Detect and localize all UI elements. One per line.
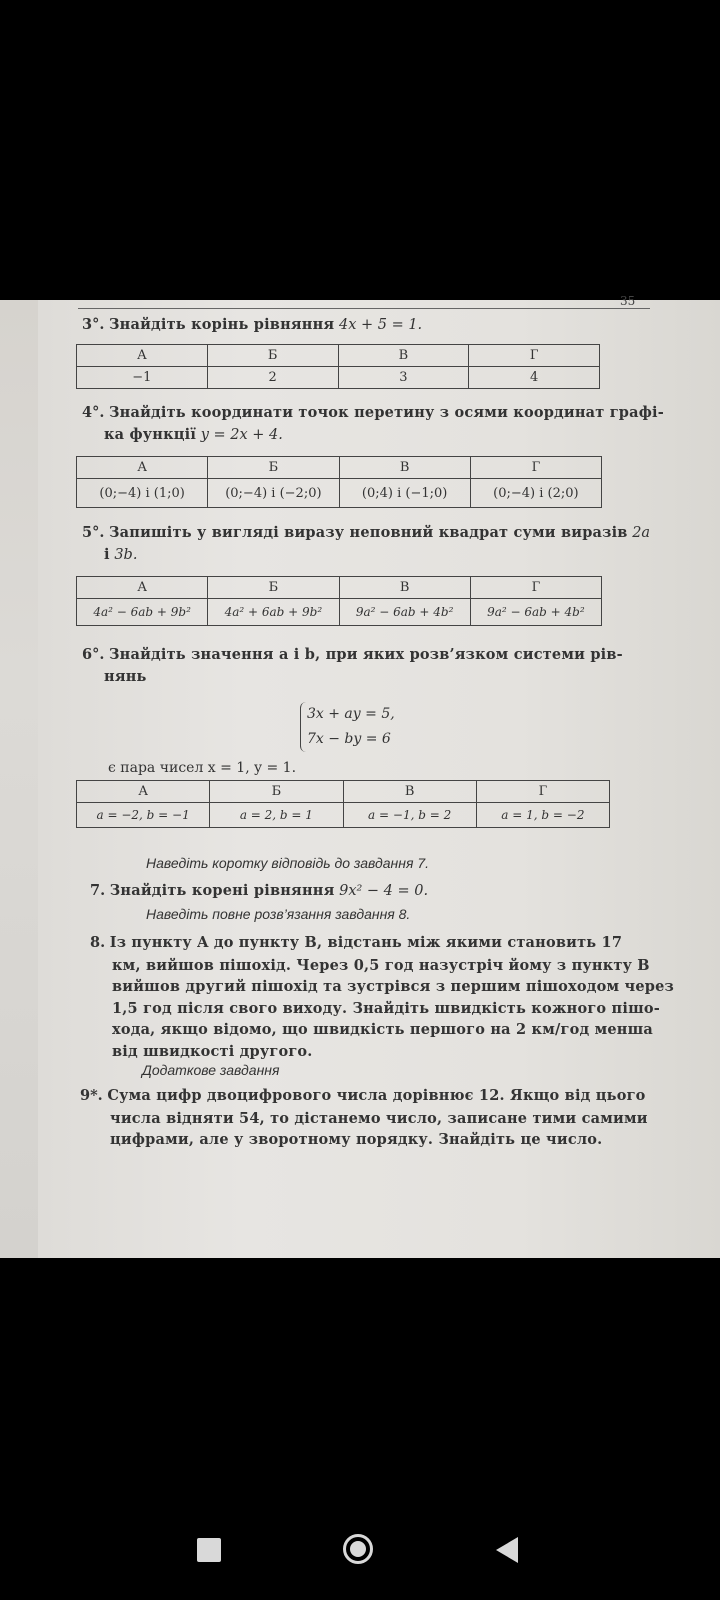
question-text: вийшов другий пішохід та зустрівся з першим пішоходом через xyxy=(112,978,675,995)
question-text: км, вийшов пішохід. Через 0,5 год назустріч йому з пункту B xyxy=(112,956,650,974)
table-header: А xyxy=(77,345,208,367)
question-text: Знайдіть корінь рівняння xyxy=(109,316,335,333)
answer-option: a = −1, b = 2 xyxy=(343,803,476,828)
question-text: нянь xyxy=(104,668,147,685)
table-header: Г xyxy=(476,781,609,803)
back-icon[interactable] xyxy=(496,1537,518,1563)
question-number: 6°. xyxy=(82,646,105,663)
table-header: А xyxy=(77,781,210,803)
answer-option: (0;−4) і (1;0) xyxy=(77,479,208,508)
question-text: Із пункту A до пункту B, відстань між якими становить 17 xyxy=(109,934,623,951)
question-5 xyxy=(82,522,650,566)
question-6 xyxy=(82,644,623,688)
question-4 xyxy=(82,402,664,446)
answer-table-q5 xyxy=(76,576,602,626)
equation: 7x − by = 6 xyxy=(307,731,391,747)
question-text: Знайдіть корені рівняння xyxy=(109,882,335,899)
expression: 2a xyxy=(632,525,651,541)
answer-option: 9a² − 6ab + 4b² xyxy=(339,599,470,626)
answer-option: 4a² + 6ab + 9b² xyxy=(208,599,339,626)
answer-table-q3 xyxy=(76,344,600,389)
answer-option: 2 xyxy=(207,367,338,389)
answer-option: 4a² − 6ab + 9b² xyxy=(77,599,208,626)
question-6-condition: є пара чисел x = 1, y = 1. xyxy=(108,760,297,776)
question-text: Знайдіть координати точок перетину з осями координат графі- xyxy=(109,404,664,421)
table-header: В xyxy=(339,457,470,479)
question-7 xyxy=(90,880,428,902)
table-header: Б xyxy=(207,345,338,367)
question-text: і xyxy=(104,546,110,563)
answer-table-q4 xyxy=(76,456,602,508)
question-text: Знайдіть значення a і b, при яких розв’язком системи рів- xyxy=(109,646,623,663)
question-text: Сума цифр двоцифрового числа дорівнює 12. Якщо від цього xyxy=(107,1087,646,1104)
home-icon[interactable] xyxy=(343,1534,373,1564)
table-header: Б xyxy=(210,781,343,803)
question-number: 7. xyxy=(90,882,106,899)
table-header: Г xyxy=(470,457,601,479)
answer-option: (0;4) і (−1;0) xyxy=(339,479,470,508)
question-text: числа відняти 54, то дістанемо число, записане тими самими xyxy=(110,1109,648,1127)
question-number: 3°. xyxy=(82,316,105,333)
equation: 3x + ay = 5, xyxy=(307,706,395,722)
photo-area xyxy=(0,294,720,1258)
table-header: А xyxy=(77,577,208,599)
table-header: А xyxy=(77,457,208,479)
answer-option: 4 xyxy=(469,367,600,389)
answer-option: −1 xyxy=(77,367,208,389)
page-number: 35 xyxy=(620,294,636,308)
instruction-note: Наведіть коротку відповідь до завдання 7. xyxy=(146,855,430,871)
top-rule xyxy=(78,308,650,309)
expression: 3b. xyxy=(114,547,138,563)
question-text: ка функції xyxy=(104,426,197,443)
question-3 xyxy=(82,314,422,336)
instruction-note: Наведіть повне розв’язання завдання 8. xyxy=(146,906,411,922)
question-number: 8. xyxy=(90,934,106,951)
answer-option: 3 xyxy=(338,367,469,389)
answer-option: (0;−4) і (2;0) xyxy=(470,479,601,508)
answer-table-q6 xyxy=(76,780,610,828)
equation-system xyxy=(300,702,395,752)
textbook-page xyxy=(38,294,720,1258)
recents-icon[interactable] xyxy=(197,1538,221,1562)
navigation-bar xyxy=(0,1500,720,1600)
table-header: В xyxy=(343,781,476,803)
equation: y = 2x + 4. xyxy=(200,427,283,443)
question-text: хода, якщо відомо, що швидкість першого на 2 км/год менша xyxy=(112,1021,653,1038)
answer-option: a = −2, b = −1 xyxy=(77,803,210,828)
question-number: 4°. xyxy=(82,404,105,421)
question-8 xyxy=(90,932,674,1062)
question-number: 9*. xyxy=(80,1087,103,1104)
question-text: від швидкості другого. xyxy=(112,1042,313,1060)
question-text: цифрами, але у зворотному порядку. Знайдіть це число. xyxy=(110,1131,603,1148)
table-header: Г xyxy=(470,577,601,599)
question-number: 5°. xyxy=(82,524,105,541)
table-header: Б xyxy=(208,457,339,479)
table-header: Г xyxy=(469,345,600,367)
answer-option: a = 2, b = 1 xyxy=(210,803,343,828)
instruction-note: Додаткове завдання xyxy=(142,1062,280,1078)
table-header: В xyxy=(338,345,469,367)
answer-option: (0;−4) і (−2;0) xyxy=(208,479,339,508)
question-text: Запишіть у вигляді виразу неповний квадрат суми виразів xyxy=(109,524,628,541)
answer-option: a = 1, b = −2 xyxy=(476,803,609,828)
table-header: В xyxy=(339,577,470,599)
table-header: Б xyxy=(208,577,339,599)
answer-option: 9a² − 6ab + 4b² xyxy=(470,599,601,626)
question-text: 1,5 год після свого виходу. Знайдіть швидкість кожного пішо- xyxy=(112,999,660,1017)
question-9 xyxy=(80,1085,648,1151)
equation: 4x + 5 = 1. xyxy=(338,317,423,333)
equation: 9x² − 4 = 0. xyxy=(339,883,429,899)
